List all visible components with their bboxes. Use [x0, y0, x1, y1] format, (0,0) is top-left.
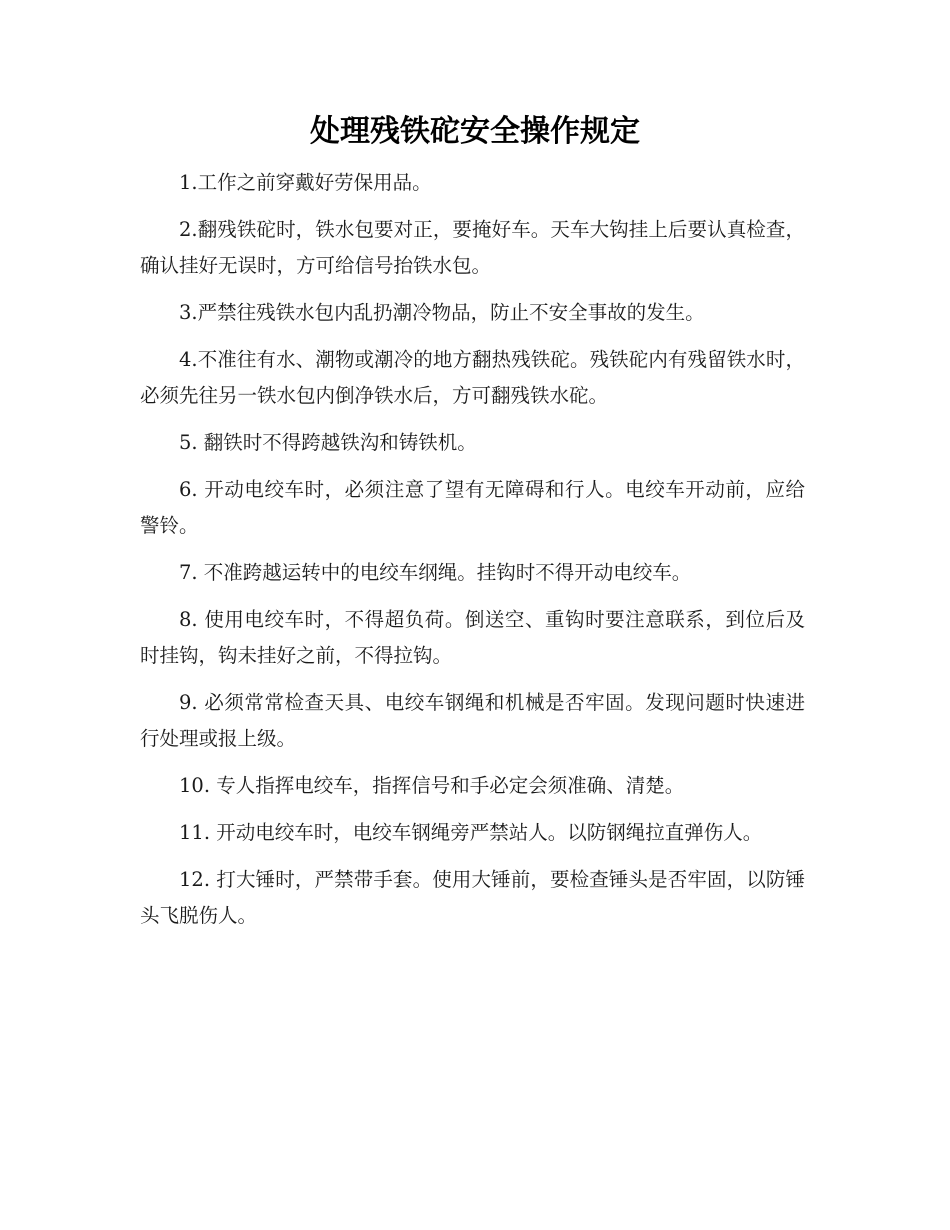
paragraph-5: 5. 翻铁时不得跨越铁沟和铸铁机。 — [179, 431, 477, 454]
paragraph-12: 12. 打大锤时，严禁带手套。使用大锤前，要检查锤头是否牢固，以防锤头飞脱伤人。 — [140, 868, 805, 927]
document-body — [140, 165, 805, 945]
paragraph-9: 9. 必须常常检查天具、电绞车钢绳和机械是否牢固。发现问题时快速进行处理或报上级。 — [140, 691, 805, 750]
paragraph-7: 7. 不准跨越运转中的电绞车纲绳。挂钩时不得开动电绞车。 — [179, 561, 692, 584]
paragraph-3: 3.严禁往残铁水包内乱扔潮冷物品，防止不安全事故的发生。 — [179, 301, 705, 324]
paragraph-2: 2.翻残铁砣时，铁水包要对正，要掩好车。天车大钩挂上后要认真检查，确认挂好无误时，方可给信号抬铁水包。 — [140, 218, 805, 277]
paragraph-10: 10. 专人指挥电绞车，指挥信号和手必定会须准确、清楚。 — [179, 774, 685, 797]
paragraph-6: 6. 开动电绞车时，必须注意了望有无障碍和行人。电绞车开动前，应给警铃。 — [140, 478, 805, 537]
paragraph-4: 4.不准往有水、潮物或潮冷的地方翻热残铁砣。残铁砣内有残留铁水时，必须先往另一铁水包内倒净铁水后，方可翻残铁水砣。 — [140, 348, 805, 407]
document-title: 处理残铁砣安全操作规定 — [310, 114, 640, 149]
paragraph-8: 8. 使用电绞车时，不得超负荷。倒送空、重钩时要注意联系，到位后及时挂钩，钩未挂好之前，不得拉钩。 — [140, 608, 805, 667]
paragraph-11: 11. 开动电绞车时，电绞车钢绳旁严禁站人。以防钢绳拉直弹伤人。 — [179, 821, 763, 844]
paragraph-1: 1.工作之前穿戴好劳保用品。 — [179, 171, 432, 194]
